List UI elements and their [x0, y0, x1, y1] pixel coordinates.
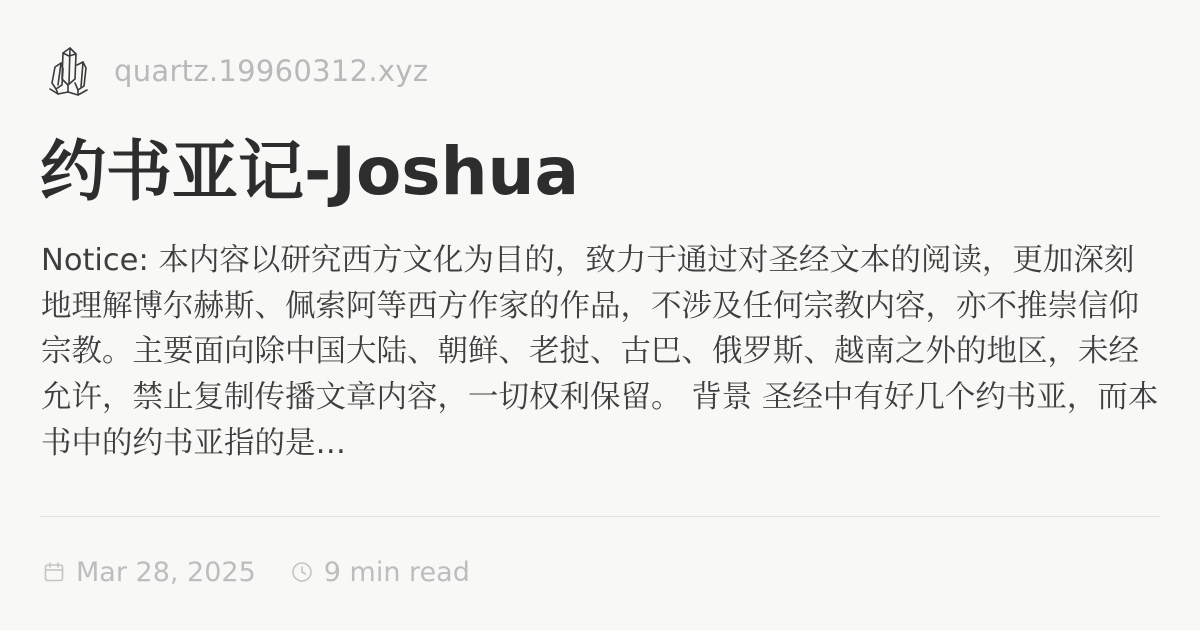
divider	[40, 516, 1160, 517]
article-description: Notice: 本内容以研究西方文化为目的，致力于通过对圣经文本的阅读，更加深刻地理解博尔赫斯、佩索阿等西方作家的作品，不涉及任何宗教内容，亦不推崇信仰宗教。主要面向除中国大陆、朝鲜、老挝、古巴、俄罗斯、越南之外的地区，未经允许，禁止复制传播文章内容，一切权利保留。 背景 圣经中有好几个约书亚，而本书中的约书亚指的是…	[41, 243, 1159, 461]
publish-date-text: Mar 28, 2025	[76, 556, 256, 588]
publish-date	[42, 557, 256, 588]
clock-icon	[290, 560, 314, 584]
reading-time	[290, 557, 470, 588]
site-header	[46, 40, 428, 102]
page-title: 约书亚记-Joshua	[40, 133, 580, 210]
article-meta	[42, 550, 470, 594]
calendar-icon	[42, 560, 66, 584]
site-name[interactable]: quartz.19960312.xyz	[114, 54, 429, 88]
reading-time-text: 9 min read	[323, 556, 470, 588]
crystal-icon	[46, 45, 90, 97]
